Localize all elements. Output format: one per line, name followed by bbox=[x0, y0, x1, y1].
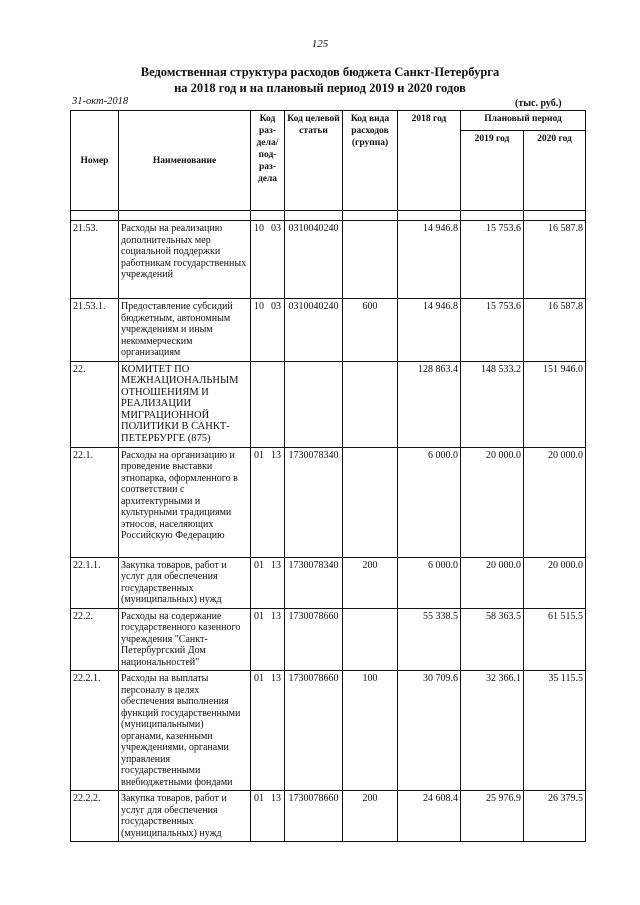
row-2018: 6 000.0 bbox=[398, 557, 461, 608]
row-section-code bbox=[251, 791, 285, 842]
row-number: 22.1.1. bbox=[71, 557, 119, 608]
row-target-code: 1730078660 bbox=[285, 791, 343, 842]
row-section: 01 bbox=[254, 449, 264, 461]
row-section: 10 bbox=[254, 301, 264, 312]
row-section: 10 bbox=[254, 223, 264, 234]
table-row bbox=[71, 671, 586, 791]
row-2019: 20 000.0 bbox=[461, 557, 524, 608]
row-section: 01 bbox=[254, 793, 264, 804]
row-subsection: 03 bbox=[271, 223, 281, 234]
row-expense-type bbox=[343, 447, 398, 557]
row-subsection: 13 bbox=[271, 610, 281, 622]
row-expense-type bbox=[343, 361, 398, 447]
row-number: 21.53.1. bbox=[71, 299, 119, 362]
table-row bbox=[71, 361, 586, 447]
header-2018: 2018 год bbox=[398, 111, 461, 211]
row-number: 22.2. bbox=[71, 608, 119, 671]
row-section-code bbox=[251, 447, 285, 557]
row-2018: 14 946.8 bbox=[398, 299, 461, 362]
row-target-code: 1730078340 bbox=[285, 557, 343, 608]
row-section-code bbox=[251, 671, 285, 791]
header-planned-period: Плановый период bbox=[461, 111, 586, 131]
row-target-code: 0310040240 bbox=[285, 299, 343, 362]
header-section: Код раз- дела/ под- раз- дела bbox=[251, 111, 285, 211]
row-name: Закупка товаров, работ и услуг для обеспечения государственных (муниципальных) нужд bbox=[119, 557, 251, 608]
row-name: Расходы на выплаты персоналу в целях обеспечения выполнения функций государственными (муниципальными) органами, казенными учреждениями, органами управления государственными внебюджетными фондами bbox=[119, 671, 251, 791]
row-section-code bbox=[251, 608, 285, 671]
header-name: Наименование bbox=[119, 111, 251, 211]
row-subsection: 13 bbox=[271, 673, 281, 684]
row-2020: 20 000.0 bbox=[524, 557, 586, 608]
row-name: Расходы на содержание государственного казенного учреждения "Санкт-Петербургский Дом национальностей" bbox=[119, 608, 251, 671]
table-row bbox=[71, 447, 586, 557]
row-subsection: 03 bbox=[271, 301, 281, 312]
table-row bbox=[71, 608, 586, 671]
row-expense-type: 600 bbox=[343, 299, 398, 362]
row-expense-type: 200 bbox=[343, 791, 398, 842]
row-2018: 14 946.8 bbox=[398, 221, 461, 299]
row-subsection: 13 bbox=[271, 793, 281, 804]
row-number: 22.1. bbox=[71, 447, 119, 557]
row-2019: 20 000.0 bbox=[461, 447, 524, 557]
row-2019: 15 753.6 bbox=[461, 221, 524, 299]
row-section-code bbox=[251, 299, 285, 362]
row-name: КОМИТЕТ ПО МЕЖНАЦИОНАЛЬНЫМ ОТНОШЕНИЯМ И РЕАЛИЗАЦИИ МИГРАЦИОННОЙ ПОЛИТИКИ В САНКТ-ПЕТЕРБУРГЕ (875) bbox=[119, 361, 251, 447]
row-number: 22.2.2. bbox=[71, 791, 119, 842]
row-2019: 15 753.6 bbox=[461, 299, 524, 362]
row-subsection: 13 bbox=[271, 449, 281, 461]
row-2020: 35 115.5 bbox=[524, 671, 586, 791]
title-line-2: на 2018 год и на плановый период 2019 и 2020 годов bbox=[174, 81, 466, 95]
header-target: Код целевой статьи bbox=[285, 111, 343, 211]
row-target-code: 0310040240 bbox=[285, 221, 343, 299]
row-name: Расходы на реализацию дополнительных мер социальной поддержки работникам государственных учреждений bbox=[119, 221, 251, 299]
row-2018: 30 709.6 bbox=[398, 671, 461, 791]
header-2019: 2019 год bbox=[461, 131, 524, 211]
header-number: Номер bbox=[71, 111, 119, 211]
row-name: Расходы на организацию и проведение выставки этнопарка, оформленного в соответствии с архитектурными и культурными традициями этносов, населяющих Российскую Федерацию bbox=[119, 447, 251, 557]
row-2020: 16 587.8 bbox=[524, 299, 586, 362]
row-section-code bbox=[251, 361, 285, 447]
row-target-code: 1730078660 bbox=[285, 671, 343, 791]
budget-table bbox=[70, 110, 586, 842]
row-2020: 26 379.5 bbox=[524, 791, 586, 842]
row-subsection: 13 bbox=[271, 559, 281, 571]
row-number: 22.2.1. bbox=[71, 671, 119, 791]
row-2020: 16 587.8 bbox=[524, 221, 586, 299]
table-row bbox=[71, 221, 586, 299]
row-name: Закупка товаров, работ и услуг для обеспечения государственных (муниципальных) нужд bbox=[119, 791, 251, 842]
document-date: 31-окт-2018 bbox=[72, 96, 129, 107]
row-2019: 148 533.2 bbox=[461, 361, 524, 447]
row-section-code bbox=[251, 221, 285, 299]
row-section: 01 bbox=[254, 673, 264, 684]
row-2020: 151 946.0 bbox=[524, 361, 586, 447]
row-2018: 24 608.4 bbox=[398, 791, 461, 842]
row-2018: 128 863.4 bbox=[398, 361, 461, 447]
row-2020: 20 000.0 bbox=[524, 447, 586, 557]
table-row bbox=[71, 299, 586, 362]
units-label: (тыс. руб.) bbox=[515, 98, 562, 109]
row-target-code: 1730078340 bbox=[285, 447, 343, 557]
row-expense-type: 100 bbox=[343, 671, 398, 791]
row-name: Предоставление субсидий бюджетным, автономным учреждениям и иным некоммерческим организациям bbox=[119, 299, 251, 362]
header-expense-type: Код вида расходов (группа) bbox=[343, 111, 398, 211]
row-2019: 58 363.5 bbox=[461, 608, 524, 671]
row-number: 21.53. bbox=[71, 221, 119, 299]
row-section-code bbox=[251, 557, 285, 608]
row-2019: 25 976.9 bbox=[461, 791, 524, 842]
row-section: 01 bbox=[254, 559, 264, 571]
row-target-code: 1730078660 bbox=[285, 608, 343, 671]
table-row bbox=[71, 557, 586, 608]
row-section: 01 bbox=[254, 610, 264, 622]
table-row bbox=[71, 791, 586, 842]
row-expense-type bbox=[343, 608, 398, 671]
table-body bbox=[71, 221, 586, 842]
header-2020: 2020 год bbox=[524, 131, 586, 211]
row-2018: 6 000.0 bbox=[398, 447, 461, 557]
row-expense-type bbox=[343, 221, 398, 299]
row-2019: 32 366.1 bbox=[461, 671, 524, 791]
row-expense-type: 200 bbox=[343, 557, 398, 608]
page-number: 125 bbox=[311, 38, 329, 50]
document-title bbox=[60, 64, 580, 96]
row-number: 22. bbox=[71, 361, 119, 447]
row-2020: 61 515.5 bbox=[524, 608, 586, 671]
row-target-code bbox=[285, 361, 343, 447]
row-2018: 55 338.5 bbox=[398, 608, 461, 671]
title-line-1: Ведомственная структура расходов бюджета Санкт-Петербурга bbox=[140, 65, 500, 79]
